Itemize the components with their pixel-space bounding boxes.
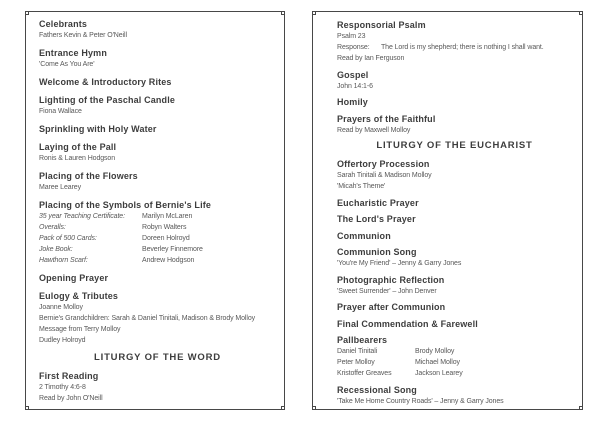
columns-label: Peter Molloy <box>337 359 375 366</box>
symbol-label: Overalls: <box>39 224 66 231</box>
entry-heading: Lighting of the Paschal Candle <box>39 95 176 105</box>
page-content <box>26 12 284 404</box>
symbol-row <box>39 211 276 222</box>
service-entry <box>337 384 572 407</box>
symbol-label: Pack of 500 Cards: <box>39 235 97 242</box>
entry-heading: Photographic Reflection <box>337 274 445 285</box>
corner-ornament <box>579 406 583 410</box>
entry-heading: Final Commendation & Farewell <box>337 318 478 329</box>
service-entry <box>39 123 276 135</box>
entry-heading: Entrance Hymn <box>39 48 107 58</box>
entry-heading: Homily <box>337 97 368 107</box>
service-entry <box>337 96 572 108</box>
entry-heading: Prayer after Communion <box>337 302 446 312</box>
entry-heading: Laying of the Pall <box>39 142 117 152</box>
columns-label: Daniel Tinitali <box>337 348 378 355</box>
service-entry <box>39 290 276 346</box>
symbol-value: Marilyn McLaren <box>142 213 193 220</box>
symbol-value: Doreen Holroyd <box>142 235 190 242</box>
columns-value: Michael Molloy <box>415 359 460 366</box>
entry-sub: Psalm 23 <box>337 33 366 40</box>
service-entry <box>337 301 572 313</box>
entry-heading: Pallbearers <box>337 335 388 345</box>
entry-sub: 'You're My Friend' – Jenny & Garry Jones <box>337 260 462 267</box>
entry-heading: Eucharistic Prayer <box>337 197 419 208</box>
symbol-row <box>39 233 276 244</box>
section-title: LITURGY OF THE WORD <box>94 352 221 363</box>
service-entry <box>39 47 276 70</box>
corner-ornament <box>25 406 29 410</box>
entry-sub: Maree Learey <box>39 184 81 191</box>
symbol-label: 35 year Teaching Certificate: <box>39 213 125 220</box>
entry-sub: Fathers Kevin & Peter O'Neill <box>39 32 127 39</box>
service-entry <box>337 274 572 297</box>
entry-heading: Opening Prayer <box>39 273 109 283</box>
entry-sub: Fiona Wallace <box>39 108 82 115</box>
entry-sub: Read by John O'Neill <box>39 395 103 402</box>
entry-heading: Placing of the Flowers <box>39 171 138 181</box>
corner-ornament <box>281 11 285 15</box>
entry-heading: The Lord's Prayer <box>337 214 416 224</box>
service-entry <box>39 170 276 193</box>
response-row <box>337 42 572 53</box>
entry-sub: Dudley Holroyd <box>39 337 86 344</box>
entry-sub: 'Micah's Theme' <box>337 183 386 190</box>
service-entry <box>39 76 276 88</box>
service-entry <box>337 69 572 92</box>
entry-heading: Welcome & Introductory Rites <box>39 77 172 87</box>
service-entry <box>337 230 572 242</box>
entry-sub: Bernie's Grandchildren: Sarah & Daniel Tinitali, Madison & Brody Molloy <box>39 315 256 322</box>
symbol-row <box>39 244 276 255</box>
symbol-value: Andrew Hodgson <box>142 257 195 264</box>
entry-heading: Eulogy & Tributes <box>39 291 119 301</box>
entry-sub: John 14:1-6 <box>337 82 373 90</box>
symbol-label: Joke Book: <box>39 246 73 253</box>
service-entry <box>39 199 276 266</box>
service-entry <box>39 370 276 404</box>
entry-sub: Ronis & Lauren Hodgson <box>39 155 116 162</box>
response-value: The Lord is my shepherd; there is nothing I shall want. <box>381 44 544 51</box>
entry-heading: Celebrants <box>39 19 88 29</box>
entry-heading: Placing of the Symbols of Bernie's Life <box>39 200 212 210</box>
entry-heading: Recessional Song <box>337 384 417 395</box>
symbol-row <box>39 255 276 266</box>
service-entry <box>39 94 276 117</box>
entry-sub: 'Sweet Surrender' – John Denver <box>337 287 437 295</box>
columns-row <box>337 357 572 368</box>
service-entry <box>337 158 572 192</box>
entry-sub: 2 Timothy 4:6-8 <box>39 384 86 391</box>
entry-sub: Read by Maxwell Molloy <box>337 126 411 134</box>
service-entry <box>337 197 572 209</box>
entry-heading: Prayers of the Faithful <box>337 113 436 124</box>
entry-heading: Offertory Procession <box>337 159 430 169</box>
symbol-value: Robyn Walters <box>142 224 187 231</box>
symbol-value: Beverley Finnemore <box>142 246 203 253</box>
entry-heading: Sprinkling with Holy Water <box>39 124 157 134</box>
page-right <box>312 11 583 410</box>
service-entry <box>337 213 572 225</box>
entry-sub: Joanne Molloy <box>39 304 83 311</box>
symbol-label: Hawthorn Scarf: <box>39 257 88 264</box>
corner-ornament <box>312 406 316 410</box>
page-content <box>313 12 582 407</box>
corner-ornament <box>25 11 29 15</box>
columns-row <box>337 368 572 379</box>
symbol-row <box>39 222 276 233</box>
service-entry <box>337 19 572 64</box>
corner-ornament <box>312 11 316 15</box>
service-entry <box>39 272 276 284</box>
corner-ornament <box>281 406 285 410</box>
entry-sub: Read by Ian Ferguson <box>337 55 405 62</box>
response-label: Response: <box>337 44 370 51</box>
service-entry <box>39 18 276 41</box>
corner-ornament <box>579 11 583 15</box>
section-title: LITURGY OF THE EUCHARIST <box>376 140 533 151</box>
service-entry <box>39 141 276 164</box>
entry-heading: Communion <box>337 230 391 241</box>
entry-sub: Sarah Tinitali & Madison Molloy <box>337 172 432 179</box>
entry-sub: 'Take Me Home Country Roads' – Jenny & Garry Jones <box>337 397 504 405</box>
entry-sub: 'Come As You Are' <box>39 61 95 68</box>
service-entry <box>337 318 572 330</box>
entry-heading: First Reading <box>39 371 99 381</box>
columns-value: Jackson Learey <box>415 370 463 377</box>
service-entry <box>337 246 572 269</box>
entry-heading: Responsorial Psalm <box>337 20 426 30</box>
columns-label: Kristoffer Greaves <box>337 370 392 377</box>
columns-row <box>337 346 572 357</box>
service-entry <box>337 113 572 136</box>
page-left <box>25 11 285 410</box>
columns-value: Brody Molloy <box>415 348 455 355</box>
entry-heading: Communion Song <box>337 247 417 257</box>
entry-heading: Gospel <box>337 69 369 80</box>
service-entry <box>337 334 572 379</box>
entry-sub: Message from Terry Molloy <box>39 326 121 333</box>
